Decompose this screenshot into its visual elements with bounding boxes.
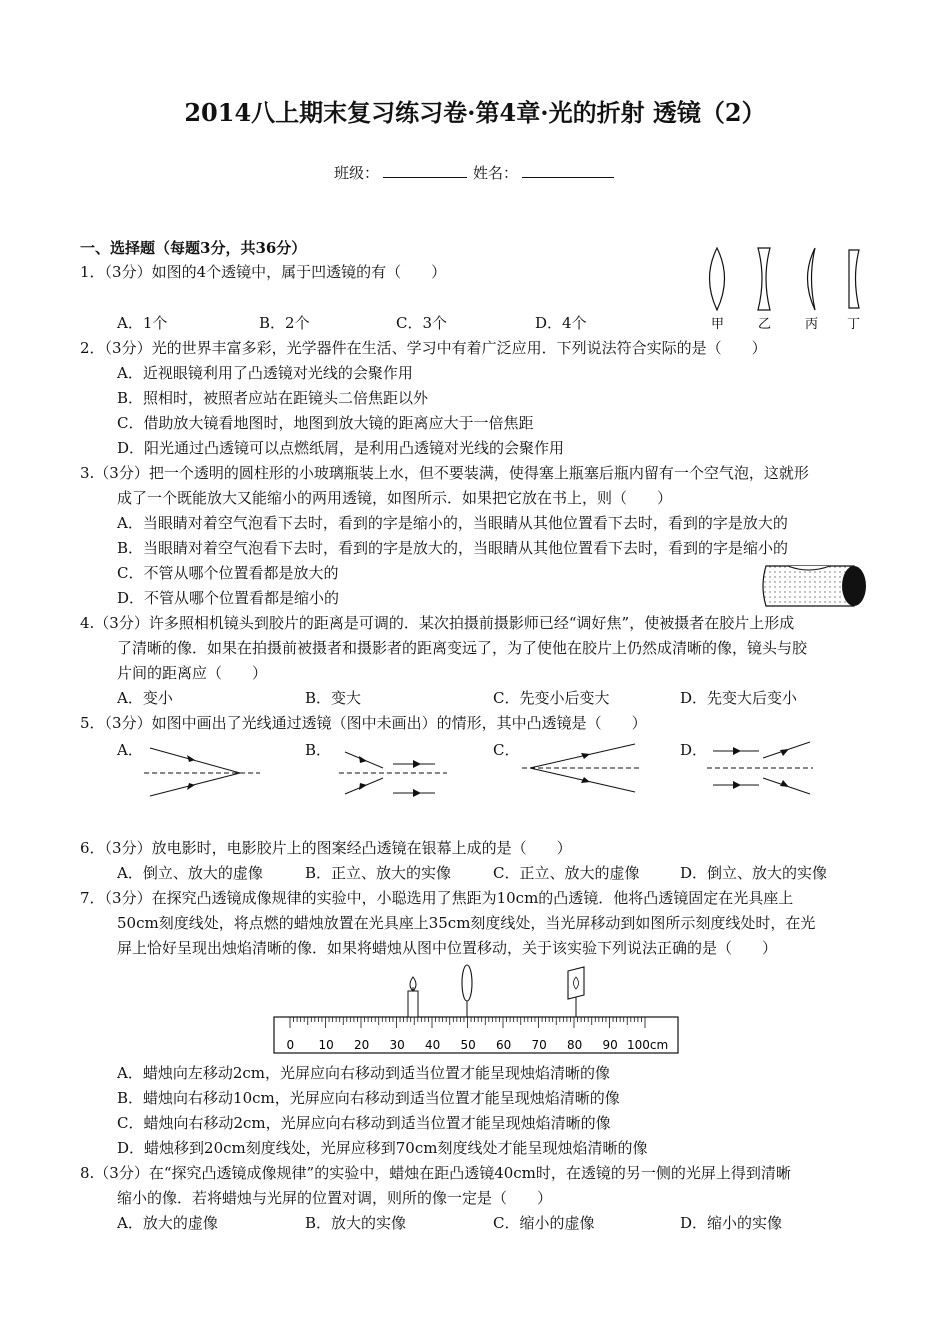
q1-lens-figure: [700, 240, 875, 335]
q8-option-d[interactable]: D．缩小的实像: [680, 1214, 783, 1232]
q7-option-c[interactable]: C．蜡烛向右移动2cm，光屏应向右移动到适当位置才能呈现烛焰清晰的像: [117, 1114, 611, 1132]
q5-ray-diagram-c: [520, 738, 645, 802]
q5-ray-diagram-d: [705, 738, 815, 802]
lens-label-ding: 丁: [847, 317, 861, 332]
q4-stem-line3: 片间的距离应（ ）: [117, 664, 268, 682]
q1-option-b[interactable]: B．2个: [259, 314, 310, 332]
scale-label: 50: [460, 1038, 476, 1052]
q5-ray-diagram-a: [140, 738, 262, 802]
light-screen: [568, 967, 584, 1017]
q1-stem: 1．（3分）如图的4个透镜中，属于凹透镜的有（ ）: [80, 263, 447, 281]
scale-label: 40: [425, 1038, 441, 1052]
q4-option-c[interactable]: C．先变小后变大: [493, 689, 610, 707]
class-name-line: [334, 163, 620, 183]
q1-option-c[interactable]: C．3个: [396, 314, 448, 332]
q6-option-d[interactable]: D．倒立、放大的实像: [680, 864, 828, 882]
q7-stem-line1: 7．（3分）在探究凸透镜成像规律的实验中，小聪选用了焦距为10cm的凸透镜．他将凸透镜固定在光具座上: [80, 889, 794, 907]
q7-stem-line3: 屏上恰好呈现出烛焰清晰的像．如果将蜡烛从图中位置移动，关于该实验下列说法正确的是（ ）: [117, 939, 778, 957]
scale-label: 90: [602, 1038, 618, 1052]
q2-option-b[interactable]: B．照相时，被照者应站在距镜头二倍焦距以外: [117, 389, 429, 407]
lens-jia: [710, 248, 725, 310]
q7-option-d[interactable]: D．蜡烛移到20cm刻度线处，光屏应移到70cm刻度线处才能呈现烛焰清晰的像: [117, 1139, 648, 1157]
name-label: 姓名：: [473, 164, 519, 182]
q5-option-a[interactable]: A．: [117, 741, 143, 759]
q5-ray-diagram-b: [335, 738, 450, 802]
q3-bottle-figure: [758, 560, 872, 612]
q5-option-c[interactable]: C．: [493, 741, 520, 759]
q5-stem: 5．（3分）如图中画出了光线通过透镜（图中未画出）的情形，其中凸透镜是（ ）: [80, 714, 647, 732]
convex-lens: [462, 965, 472, 1017]
q3-stem-line1: 3.（3分）把一个透明的圆柱形的小玻璃瓶装上水，但不要装满，使得塞上瓶塞后瓶内留有一个空气泡，这就形: [80, 464, 809, 482]
q8-stem-line1: 8.（3分）在“探究凸透镜成像规律”的实验中，蜡烛在距凸透镜40cm时，在透镜的另一侧的光屏上得到清晰: [80, 1164, 791, 1182]
section-heading: 一、选择题（每题3分，共36分）: [80, 239, 307, 257]
q3-option-d[interactable]: D．不管从哪个位置看都是缩小的: [117, 589, 340, 607]
scale-label: 10: [318, 1038, 334, 1052]
lens-ding: [849, 250, 859, 308]
q1-option-a[interactable]: A．1个: [117, 314, 168, 332]
q3-stem-line2: 成了一个既能放大又能缩小的两用透镜，如图所示．如果把它放在书上，则（ ）: [117, 489, 673, 507]
q3-option-b[interactable]: B．当眼睛对着空气泡看下去时，看到的字是放大的，当眼睛从其他位置看下去时，看到的字是缩小的: [117, 539, 789, 557]
lens-label-yi: 乙: [758, 317, 772, 332]
scale-label: 100cm: [627, 1038, 669, 1052]
q6-option-a[interactable]: A．倒立、放大的虚像: [117, 864, 263, 882]
candle: [408, 977, 418, 1017]
scale-label: 20: [354, 1038, 370, 1052]
q2-option-a[interactable]: A．近视眼镜利用了凸透镜对光线的会聚作用: [117, 364, 413, 382]
class-label: 班级：: [334, 164, 380, 182]
q2-option-c[interactable]: C．借助放大镜看地图时，地图到放大镜的距离应大于一倍焦距: [117, 414, 534, 432]
q2-stem: 2．（3分）光的世界丰富多彩，光学器件在生活、学习中有着广泛应用．下列说法符合实际的是（ ）: [80, 339, 767, 357]
q5-option-d[interactable]: D．: [680, 741, 708, 759]
q8-option-b[interactable]: B．放大的实像: [305, 1214, 407, 1232]
q7-option-b[interactable]: B．蜡烛向右移动10cm，光屏应向右移动到适当位置才能呈现烛焰清晰的像: [117, 1089, 620, 1107]
scale-label: 0: [286, 1038, 295, 1052]
lens-bing: [808, 248, 816, 310]
q3-option-a[interactable]: A．当眼睛对着空气泡看下去时，看到的字是缩小的，当眼睛从其他位置看下去时，看到的字是放大的: [117, 514, 788, 532]
q4-option-a[interactable]: A．变小: [117, 689, 173, 707]
scale-label: 70: [531, 1038, 547, 1052]
name-blank[interactable]: [522, 163, 614, 178]
q1-option-d[interactable]: D．4个: [535, 314, 587, 332]
lens-label-jia: 甲: [711, 317, 725, 332]
q7-optical-bench: [272, 963, 682, 1058]
q4-option-d[interactable]: D．先变大后变小: [680, 689, 798, 707]
q8-option-c[interactable]: C．缩小的虚像: [493, 1214, 595, 1232]
q4-stem-line1: 4.（3分）许多照相机镜头到胶片的距离是可调的．某次拍摄前摄影师已经“调好焦”，使被摄者在胶片上形成: [80, 614, 795, 632]
q6-option-c[interactable]: C．正立、放大的虚像: [493, 864, 640, 882]
q3-option-c[interactable]: C．不管从哪个位置看都是放大的: [117, 564, 339, 582]
q7-option-a[interactable]: A．蜡烛向左移动2cm，光屏应向右移动到适当位置才能呈现烛焰清晰的像: [117, 1064, 611, 1082]
lens-label-bing: 丙: [805, 317, 819, 332]
q8-option-a[interactable]: A．放大的虚像: [117, 1214, 218, 1232]
q7-stem-line2: 50cm刻度线处，将点燃的蜡烛放置在光具座上35cm刻度线处，当光屏移动到如图所示刻度线处时，在光: [117, 914, 816, 932]
scale-label: 80: [567, 1038, 583, 1052]
page-title: 2014八上期末复习练习卷·第4章·光的折射 透镜（2）: [184, 98, 766, 127]
q2-option-d[interactable]: D．阳光通过凸透镜可以点燃纸屑，是利用凸透镜对光线的会聚作用: [117, 439, 565, 457]
class-blank[interactable]: [383, 163, 467, 178]
scale-label: 30: [389, 1038, 405, 1052]
q4-option-b[interactable]: B．变大: [305, 689, 362, 707]
lens-yi: [758, 248, 770, 310]
q6-stem: 6．（3分）放电影时，电影胶片上的图案经凸透镜在银幕上成的是（ ）: [80, 839, 572, 857]
scale-label: 60: [496, 1038, 512, 1052]
q8-stem-line2: 缩小的像．若将蜡烛与光屏的位置对调，则所的像一定是（ ）: [117, 1189, 553, 1207]
q4-stem-line2: 了清晰的像．如果在拍摄前被摄者和摄影者的距离变远了，为了使他在胶片上仍然成清晰的像，镜头与胶: [117, 639, 808, 657]
q5-option-b[interactable]: B．: [305, 741, 332, 759]
q6-option-b[interactable]: B．正立、放大的实像: [305, 864, 452, 882]
